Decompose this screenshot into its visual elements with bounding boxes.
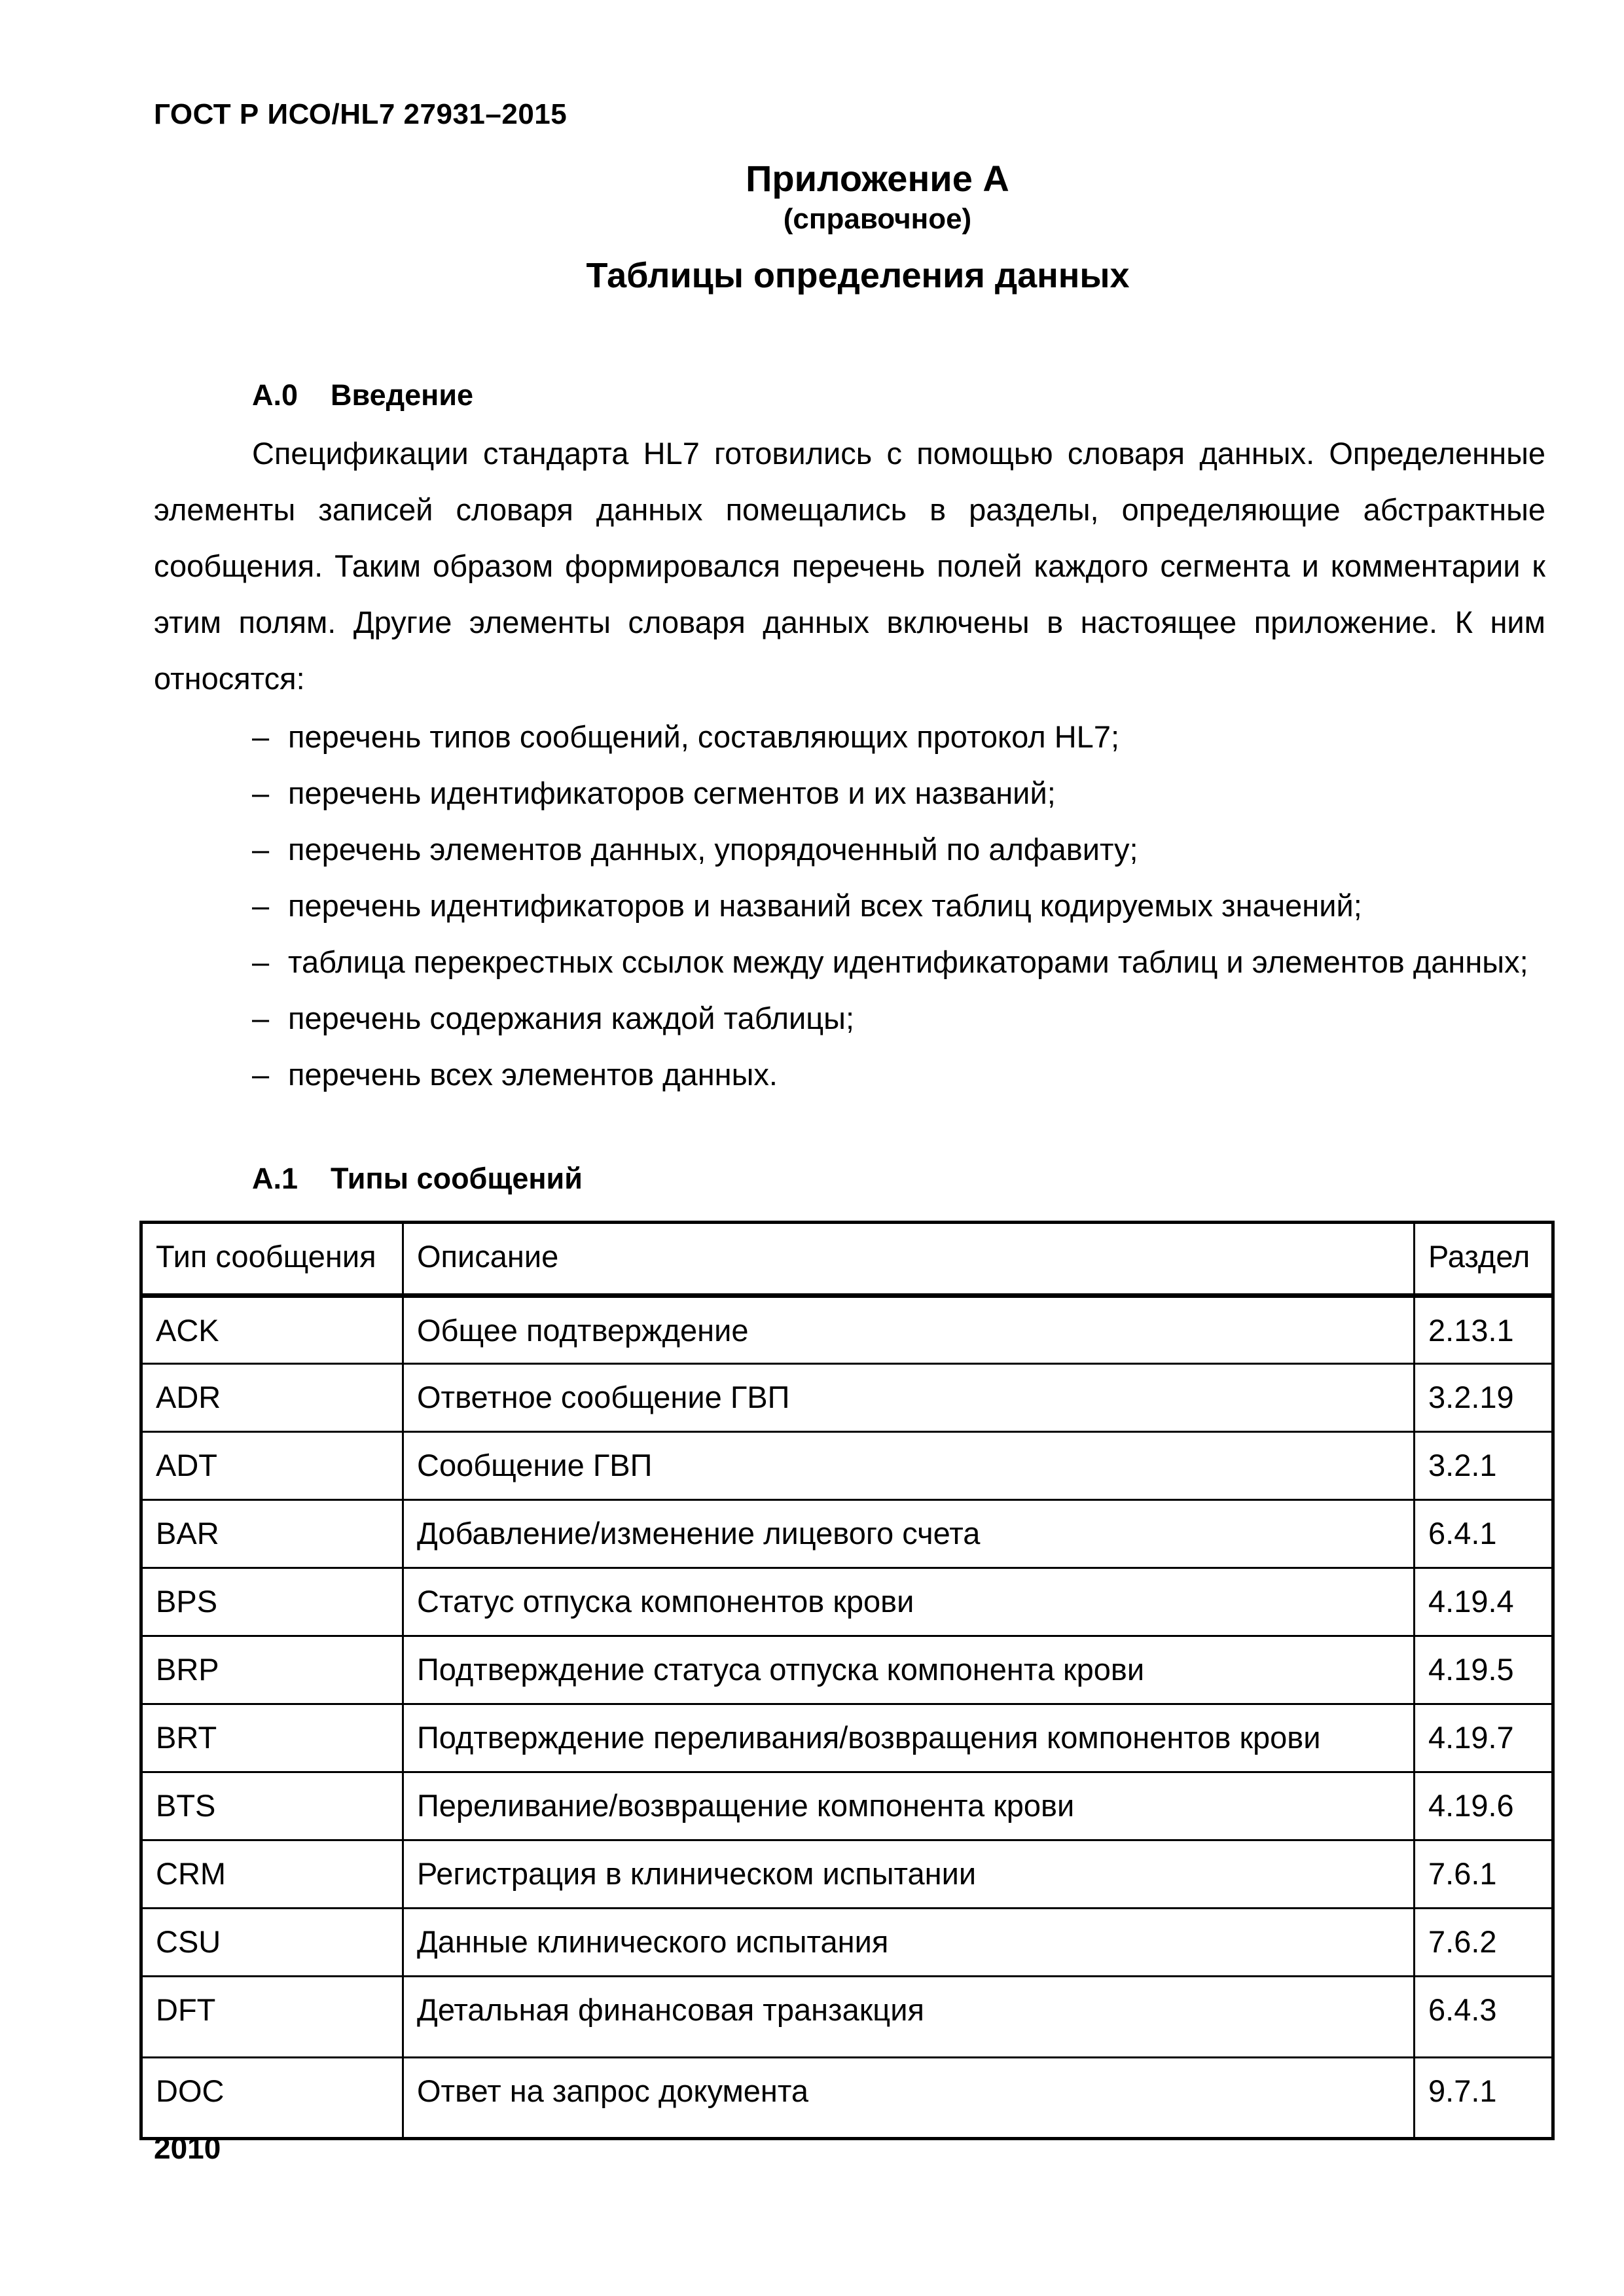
column-header-section: Раздел [1415, 1223, 1553, 1296]
column-header-type: Тип сообщения [141, 1223, 403, 1296]
cell-description: Статус отпуска компонентов крови [403, 1568, 1415, 1636]
cell-description: Общее подтверждение [403, 1296, 1415, 1364]
cell-type: BTS [141, 1772, 403, 1840]
cell-type: BRT [141, 1704, 403, 1772]
bullet-list [154, 709, 1545, 1103]
cell-type: CSU [141, 1909, 403, 1977]
cell-type: DOC [141, 2058, 403, 2139]
section-a0-number: А.0 [252, 378, 298, 412]
cell-section: 4.19.4 [1415, 1568, 1553, 1636]
table-row [141, 1909, 1553, 1977]
list-item: – перечень всех элементов данных. [154, 1047, 1545, 1103]
cell-description: Данные клинического испытания [403, 1909, 1415, 1977]
cell-section: 4.19.6 [1415, 1772, 1553, 1840]
cell-section: 7.6.2 [1415, 1909, 1553, 1977]
cell-section: 6.4.3 [1415, 1977, 1553, 2058]
table-row [141, 1568, 1553, 1636]
cell-section: 6.4.1 [1415, 1500, 1553, 1568]
cell-description: Ответное сообщение ГВП [403, 1364, 1415, 1432]
cell-section: 3.2.19 [1415, 1364, 1553, 1432]
section-a1-title: Типы сообщений [331, 1162, 583, 1195]
table-row [141, 1636, 1553, 1704]
list-item: – перечень содержания каждой таблицы; [154, 990, 1545, 1047]
cell-section: 3.2.1 [1415, 1432, 1553, 1500]
page-number: 2010 [154, 2131, 221, 2165]
table-row [141, 1772, 1553, 1840]
cell-type: CRM [141, 1840, 403, 1909]
appendix-subtitle: (справочное) [783, 203, 972, 235]
document-code: ГОСТ Р ИСО/HL7 27931–2015 [154, 98, 568, 130]
section-a0-title: Введение [331, 378, 474, 412]
cell-type: ADT [141, 1432, 403, 1500]
table-row [141, 1364, 1553, 1432]
cell-description: Переливание/возвращение компонента крови [403, 1772, 1415, 1840]
bullet-dash: – [252, 832, 270, 867]
table-row [141, 1977, 1553, 2058]
section-a1-heading [252, 1162, 583, 1196]
table-row [141, 1500, 1553, 1568]
table-row [141, 1704, 1553, 1772]
appendix-heading: Таблицы определения данных [586, 256, 1130, 295]
appendix-title: Приложение А [746, 158, 1009, 199]
column-header-description: Описание [403, 1223, 1415, 1296]
section-a0-heading [252, 378, 473, 412]
cell-section: 7.6.1 [1415, 1840, 1553, 1909]
cell-section: 9.7.1 [1415, 2058, 1553, 2139]
list-item: – перечень типов сообщений, составляющих протокол HL7; [154, 709, 1545, 765]
message-types-table [139, 1221, 1555, 2140]
list-item: – перечень идентификаторов и названий всех таблиц кодируемых значений; [154, 878, 1545, 934]
table-row [141, 1296, 1553, 1364]
table-row [141, 1432, 1553, 1500]
cell-type: BPS [141, 1568, 403, 1636]
list-item: – перечень идентификаторов сегментов и их названий; [154, 765, 1545, 821]
cell-description: Добавление/изменение лицевого счета [403, 1500, 1415, 1568]
cell-description: Ответ на запрос документа [403, 2058, 1415, 2139]
bullet-dash: – [252, 944, 270, 979]
table-row [141, 2058, 1553, 2139]
cell-description: Сообщение ГВП [403, 1432, 1415, 1500]
table-row [141, 1840, 1553, 1909]
cell-type: ADR [141, 1364, 403, 1432]
bullet-dash: – [252, 1001, 270, 1035]
cell-section: 2.13.1 [1415, 1296, 1553, 1364]
cell-description: Регистрация в клиническом испытании [403, 1840, 1415, 1909]
cell-description: Детальная финансовая транзакция [403, 1977, 1415, 2058]
bullet-dash: – [252, 776, 270, 810]
cell-type: DFT [141, 1977, 403, 2058]
bullet-dash: – [252, 1057, 270, 1092]
cell-type: BRP [141, 1636, 403, 1704]
table-header-row [141, 1223, 1553, 1296]
cell-section: 4.19.5 [1415, 1636, 1553, 1704]
cell-type: ACK [141, 1296, 403, 1364]
section-a1-number: А.1 [252, 1162, 298, 1195]
bullet-dash: – [252, 888, 270, 923]
cell-description: Подтверждение статуса отпуска компонента крови [403, 1636, 1415, 1704]
cell-type: BAR [141, 1500, 403, 1568]
list-item: – таблица перекрестных ссылок между идентификаторами таблиц и элементов данных; [154, 934, 1545, 990]
cell-description: Подтверждение переливания/возвращения компонентов крови [403, 1704, 1415, 1772]
cell-section: 4.19.7 [1415, 1704, 1553, 1772]
intro-paragraph: Спецификации стандарта HL7 готовились с помощью словаря данных. Определенные элементы записей словаря данных помещались в разделы, определяющие абстрактные сообщения. Таким образом формировался перечень полей каждого сегмента и комментарии к этим полям. Другие элементы словаря данных включены в настоящее приложение. К ним относятся: [154, 436, 1545, 696]
bullet-dash: – [252, 719, 270, 754]
list-item: – перечень элементов данных, упорядоченный по алфавиту; [154, 821, 1545, 878]
